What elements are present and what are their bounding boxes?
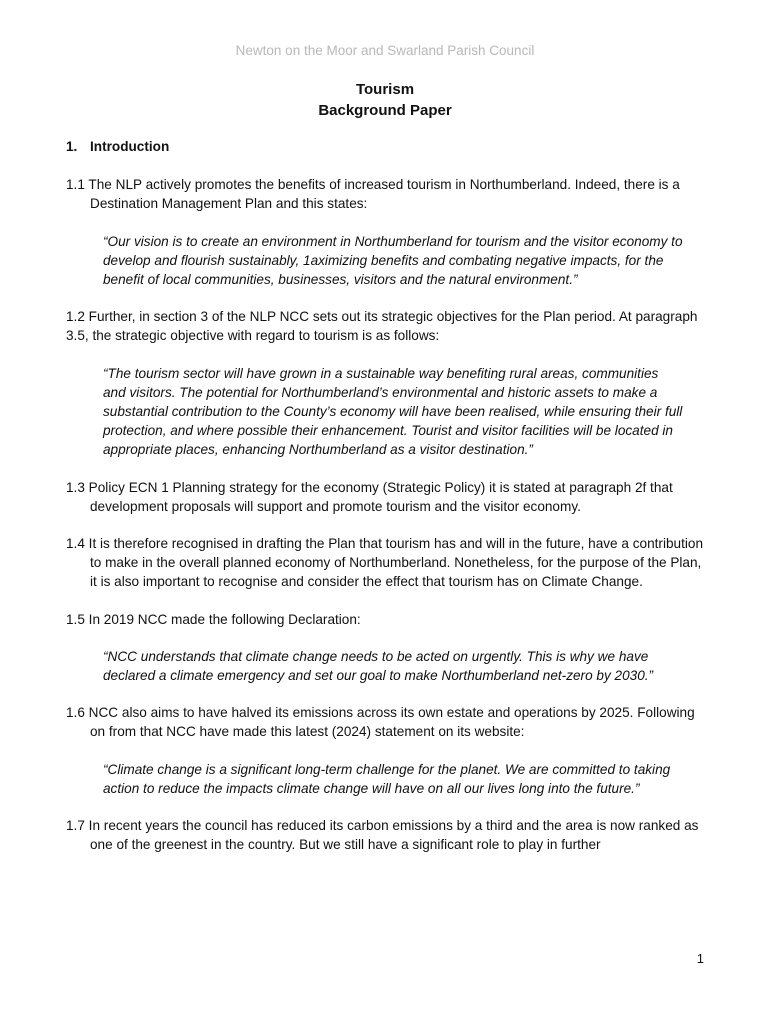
- paragraph-1-4: 1.4 It is therefore recognised in drafting the Plan that tourism has and will in the future, have a contribution to make in the overall planned economy of Northumberland. Nonetheless, for the purpose of the Plan, it is also important to recognise and consider the effect that tourism has on Climate Change.: [66, 536, 704, 590]
- paragraph-1-1: 1.1 The NLP actively promotes the benefits of increased tourism in Northumberland. Indeed, there is a Destination Management Plan and this states:: [66, 177, 680, 212]
- section-title: Introduction: [90, 139, 170, 154]
- document-title: [0, 79, 770, 121]
- quote-strategic-objective: “The tourism sector will have grown in a sustainable way benefiting rural areas, communities and visitors. The potential for Northumberland’s environmental and historic assets to make a substantial contribution to the County’s economy will have been realised, while ensuring their full protection, and where possible their enhancement. Tourist and visitor facilities will be located in appropriate places, enhancing Northumberland as a visitor destination.”: [103, 365, 683, 458]
- quote-climate-statement: “Climate change is a significant long-term challenge for the planet. We are committed to taking action to reduce the impacts climate change will have on all our lives long into the future.”: [103, 761, 671, 796]
- paragraph-1-3: 1.3 Policy ECN 1 Planning strategy for the economy (Strategic Policy) it is stated at paragraph 2f that development proposals will support and promote tourism and the visitor economy.: [66, 479, 673, 514]
- section-number: 1.: [66, 139, 78, 154]
- paragraph-1-7: 1.7 In recent years the council has reduced its carbon emissions by a third and the area is now ranked as one of the greenest in the country. But we still have a significant role to play in further: [66, 818, 699, 853]
- quote-destination-plan: “Our vision is to create an environment in Northumberland for tourism and the visitor economy to develop and flourish sustainably, 1aximizing benefits and combating negative impacts, for the benefit of local communities, businesses, visitors and the natural environment.”: [103, 233, 683, 288]
- paragraph-1-2: 1.2 Further, in section 3 of the NLP NCC sets out its strategic objectives for the Plan period. At paragraph 3.5, the strategic objective with regard to tourism is as follows:: [66, 309, 698, 344]
- page-header: Newton on the Moor and Swarland Parish Council: [235, 43, 535, 58]
- page-number: 1: [696, 951, 704, 966]
- title-line-2: Background Paper: [318, 102, 452, 119]
- quote-climate-declaration: “NCC understands that climate change needs to be acted on urgently. This is why we have declared a climate emergency and set our goal to make Northumberland net-zero by 2030.”: [103, 648, 654, 684]
- title-line-1: Tourism: [355, 81, 415, 98]
- section-heading: [66, 137, 706, 156]
- paragraph-1-5: 1.5 In 2019 NCC made the following Declaration:: [66, 611, 361, 627]
- paragraph-1-6: 1.6 NCC also aims to have halved its emissions across its own estate and operations by 2025. Following on from that NCC have made this latest (2024) statement on its website:: [66, 705, 695, 740]
- document-body: [66, 137, 706, 872]
